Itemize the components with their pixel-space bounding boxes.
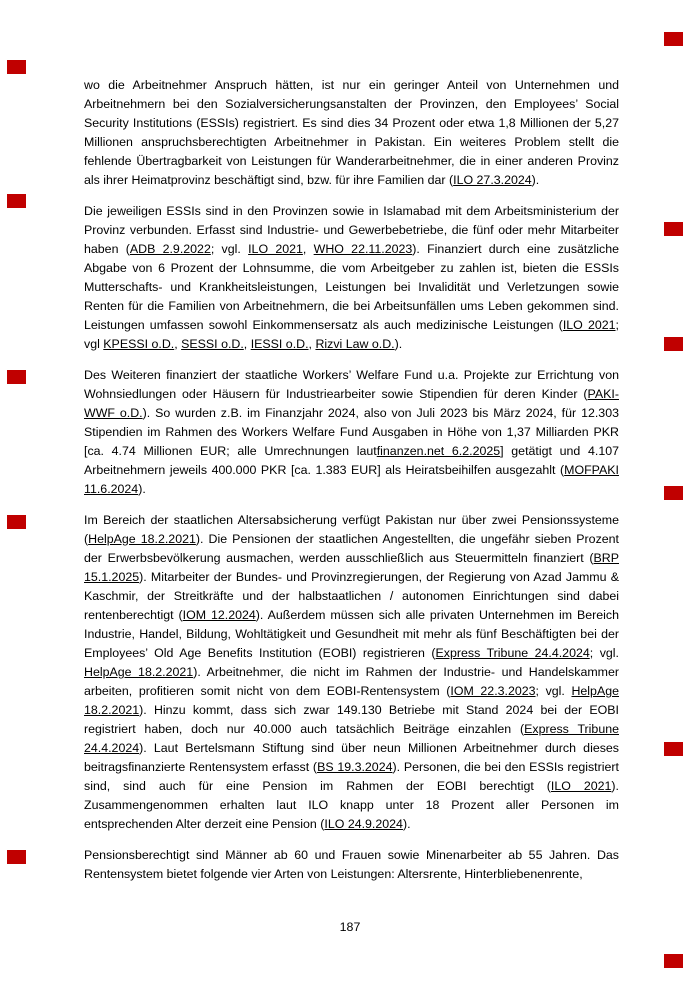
- redaction-mark: [7, 370, 26, 384]
- redaction-mark: [664, 337, 683, 351]
- text-run: ). Hinzu kommt, dass sich zwar 149.130 Betriebe mit Stand 2024 bei der EOBI registriert haben, doch nur 40.000 auch tatsächlich Beiträge einzahlen (: [84, 703, 619, 736]
- document-body: [84, 76, 619, 896]
- text-run: ). Die Pensionen der staatlichen Angestellten, die ungefähr sieben Prozent der Erwerbsbevölkerung ausmachen, werden ausschließlich aus Steuermitteln finanziert (: [84, 532, 619, 565]
- redaction-mark: [7, 60, 26, 74]
- text-run: ). Personen, die bei den ESSIs registriert sind, sind auch für eine Pension im Rahmen der EOBI berechtigt (: [84, 760, 619, 793]
- paragraph: [84, 366, 619, 499]
- citation-link[interactable]: ILO 27.3.2024: [453, 173, 532, 187]
- citation-link[interactable]: PAKI-WWF o.D.: [84, 387, 619, 420]
- paragraph: [84, 846, 619, 884]
- citation-link[interactable]: HelpAge 18.2.2021: [84, 665, 194, 679]
- text-run: Pensionsberechtigt sind Männer ab 60 und Frauen sowie Minenarbeiter ab 55 Jahren. Das Rentensystem bietet folgende vier Arten von Leistungen: Altersrente, Hinterbliebenenrente,: [84, 848, 619, 881]
- text-run: ] getätigt und 4.107 Arbeitnehmern jeweils 400.000 PKR [ca. 1.383 EUR] als Heiratsbeihilfen ausgezahlt (: [84, 444, 619, 477]
- redaction-mark: [664, 222, 683, 236]
- citation-link[interactable]: BRP 15.1.2025: [84, 551, 619, 584]
- citation-link[interactable]: KPESSI o.D.: [103, 337, 175, 351]
- citation-link[interactable]: Express Tribune 24.4.2024: [84, 722, 619, 755]
- text-run: ; vgl.: [589, 646, 619, 660]
- text-run: ).: [394, 337, 403, 351]
- redaction-mark: [664, 32, 683, 46]
- paragraph: [84, 76, 619, 190]
- text-run: ; vgl: [84, 318, 619, 351]
- text-run: ). Zusammengenommen erhalten laut ILO knapp unter 18 Prozent aller Personen im entsprechenden Alter derzeit eine Pension (: [84, 779, 619, 831]
- redaction-mark: [7, 515, 26, 529]
- citation-link[interactable]: SESSI o.D.: [181, 337, 244, 351]
- redaction-mark: [7, 850, 26, 864]
- citation-link[interactable]: Rizvi Law o.D.: [315, 337, 395, 351]
- text-run: ,: [302, 242, 314, 256]
- page-number: 187: [339, 920, 361, 934]
- text-run: ,: [308, 337, 316, 351]
- citation-link[interactable]: ILO 2021: [562, 318, 616, 332]
- text-run: ,: [243, 337, 251, 351]
- text-run: ).: [531, 173, 540, 187]
- redaction-mark: [664, 742, 683, 756]
- paragraph: [84, 202, 619, 354]
- redaction-mark: [7, 194, 26, 208]
- citation-link[interactable]: IOM 12.2024: [182, 608, 256, 622]
- text-run: ,: [174, 337, 182, 351]
- text-run: ). So wurden z.B. im Finanzjahr 2024, also von Juli 2023 bis März 2024, für 12.303 Stipendien im Rahmen des Workers Welfare Fund Ausgaben in Höhe von 1,37 Milliarden PKR [ca. 4.74 Millionen EUR; alle Umrechnungen laut: [84, 406, 619, 458]
- text-run: ). Finanziert durch eine zusätzliche Abgabe von 6 Prozent der Lohnsumme, die vom Arbeitgeber zu zahlen ist, bieten die ESSIs Mutterschafts- und Krankheitsleistungen, Leistungen bei Invalidität und Verletzungen sowie Renten für die Familien von Arbeitnehmern, die bei Arbeitsunfällen ums Leben gekommen sind. Leistungen umfassen sowohl Einkommensersatz als auch medizinische Leistungen (: [84, 242, 620, 332]
- citation-link[interactable]: MOFPAKI 11.6.2024: [84, 463, 619, 496]
- text-run: ; vgl.: [535, 684, 572, 698]
- citation-link[interactable]: ADB 2.9.2022: [129, 242, 211, 256]
- redaction-mark: [664, 486, 683, 500]
- paragraph: [84, 511, 619, 834]
- citation-link[interactable]: IESSI o.D.: [250, 337, 309, 351]
- text-run: Im Bereich der staatlichen Altersabsicherung verfügt Pakistan nur über zwei Pensionssysteme (: [84, 513, 619, 546]
- text-run: ). Außerdem müssen sich alle privaten Unternehmen im Bereich Industrie, Handel, Bildung, Wohltätigkeit und Gesundheit mit mehr als fünf Beschäftigten bei der Employees’ Old Age Benefits Institution (EOBI) registrieren (: [84, 608, 619, 660]
- text-run: ).: [402, 817, 411, 831]
- text-run: ).: [138, 482, 146, 496]
- citation-link[interactable]: HelpAge 18.2.2021: [84, 684, 619, 717]
- text-run: ; vgl.: [210, 242, 249, 256]
- citation-link[interactable]: BS 19.3.2024: [317, 760, 393, 774]
- citation-link[interactable]: ILO 2021: [248, 242, 303, 256]
- citation-link[interactable]: WHO 22.11.2023: [313, 242, 413, 256]
- text-run: ). Mitarbeiter der Bundes- und Provinzregierungen, der Regierung von Azad Jammu & Kaschmir, der Streitkräfte und der halbstaatlichen / autonomen Einrichtungen sind dabei rentenberechtigt (: [84, 570, 619, 622]
- text-run: wo die Arbeitnehmer Anspruch hätten, ist nur ein geringer Anteil von Unternehmen und Arbeitnehmern bei den Sozialversicherungsanstalten der Provinzen, den Employees’ Social Security Institutions (ESSIs) registriert. Es sind dies 34 Prozent oder etwa 1,8 Millionen der 5,27 Millionen anspruchsberechtigten Arbeitnehmer in Pakistan. Ein weiteres Problem stellt die fehlende Übertragbarkeit von Leistungen für Wanderarbeitnehmer, die in einer anderen Provinz als ihrer Heimatprovinz beschäftigt sind, bzw. für ihre Familien dar (: [84, 78, 619, 187]
- citation-link[interactable]: ILO 2021: [550, 779, 612, 793]
- redaction-mark: [664, 954, 683, 968]
- citation-link[interactable]: finanzen.net 6.2.2025: [376, 444, 501, 458]
- citation-link[interactable]: ILO 24.9.2024: [324, 817, 403, 831]
- text-run: Des Weiteren finanziert der staatliche Workers’ Welfare Fund u.a. Projekte zur Errichtung von Wohnsiedlungen oder Häusern für Industriearbeiter sowie Stipendien für deren Kinder (: [84, 368, 619, 401]
- text-run: ). Laut Bertelsmann Stiftung sind über neun Millionen Arbeitnehmer durch dieses beitragsfinanzierte Rentensystem erfasst (: [84, 741, 619, 774]
- text-run: Die jeweiligen ESSIs sind in den Provinzen sowie in Islamabad mit dem Arbeitsministerium der Provinz verbunden. Erfasst sind Industrie- und Gewerbebetriebe, die fünf oder mehr Mitarbeiter haben (: [84, 204, 619, 256]
- citation-link[interactable]: IOM 22.3.2023: [450, 684, 536, 698]
- citation-link[interactable]: Express Tribune 24.4.2024: [435, 646, 590, 660]
- text-run: ). Arbeitnehmer, die nicht im Rahmen der Industrie- und Handelskammer arbeiten, profitieren somit nicht von dem EOBI-Rentensystem (: [84, 665, 619, 698]
- citation-link[interactable]: HelpAge 18.2.2021: [88, 532, 196, 546]
